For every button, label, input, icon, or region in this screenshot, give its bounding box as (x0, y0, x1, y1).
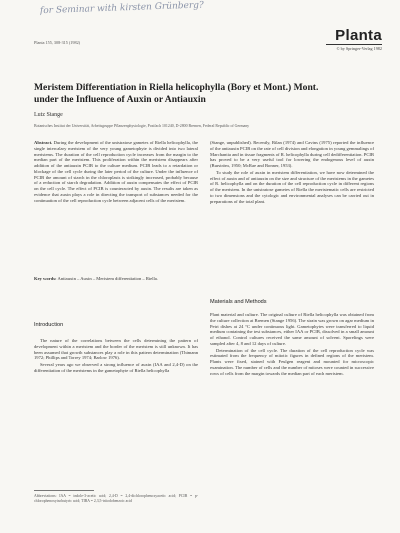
footnote: Abbreviations: IAA = indole-3-acetic acid; 2,4-D = 2,4-dichlorophenoxyacetic acid; PCIB = p-chlorophenoxyisobutyric acid; TIBA = 2,3,5-triiodobenzoic acid (34, 494, 198, 503)
methods-body (210, 312, 374, 524)
keywords-text: Antiauxin – Auxin – Meristem differentiation – Riella. (57, 276, 158, 281)
right-column-intro (210, 140, 374, 280)
right-paragraph: To study the role of auxin in meristem differentiation, we have now determined the effect of auxin and of antiauxin on the size and structure of the meristems in the gametes of R. helicophylla and on the duration of the cell reproduction cycle in different regions of the meristem. In the unistratose gametes of Riella the meristematic cells are restricted to two dimensions and the cytologic and environmental analyses can be carried out in preparations of the total plant. (210, 169, 374, 204)
right-paragraph: (Stange, unpublished). Recently, Bilan (1974) and Cavins (1975) reported the influence of the antiauxin PCIB on the rate of cell division and elongation in young gemmalings of Marchantia and in tissue fragments of R. helicophylla during cell dedifferentiation. PCIB has proved to be a very useful tool for lowering the endogenous level of auxin (Burström, 1950; McRae and Bonner, 1953). (210, 140, 374, 168)
author-affiliation: Botanisches Institut der Universität, Arbeitsgruppe Pflanzenphysiologie, Postfach 101240, D-2800 Bremen, Federal Republic of Germany (34, 124, 250, 128)
handwritten-note: for Seminar with kirsten Grünberg? (39, 0, 204, 17)
introduction-heading: Introduction (34, 322, 64, 328)
journal-citation: Planta 155, 308-315 (1982) (34, 40, 81, 45)
article-title: Meristem Differentiation in Riella helicophylla (Bory et Mont.) Mont. under the Influence of Auxin or Antiauxin (34, 82, 319, 105)
introduction-paragraph: Several years ago we observed a strong influence of auxin (IAA and 2,4-D) on the differentiation of the meristems in the gametophyte of Riella helicophylla (34, 362, 198, 373)
abstract-block (34, 140, 198, 272)
abstract-paragraph (34, 140, 198, 203)
publisher-line: © by Springer-Verlag 1982 (336, 46, 382, 51)
masthead-rule (326, 44, 382, 45)
footnote-rule (34, 490, 94, 491)
journal-name: Planta (335, 27, 382, 44)
abstract-text: During the development of the unistratose gametes of Riella helicophylla, the single intercalary meristem of the very young gametophyte is divided into two lateral meristems. The duration of the cell reproduction cycle increases from the margin to the median part of the meristem. This proliferation within the meristem disappears after addition of the antiauxin PCIB to the culture medium. PCIB leads to a retardation or blockage of the cell cycle during the later period of the culture. Under the influence of PCIB the amount of starch in the chloroplasts is strikingly increased, probably because of a reduction of starch degradation. Addition of auxin compensates the effect of PCIB on the cell cycle. The effect of PCIB is counteracted by auxin. The results are taken as evidence that auxin plays a role in directing the transport of substances needed for the continuation of the cell reproduction cycle between adjacent cells of the meristem. (34, 140, 198, 203)
keywords-label: Key words: (34, 276, 57, 281)
introduction-body (34, 338, 198, 488)
abstract-label: Abstract. (34, 140, 53, 145)
methods-heading: Materials and Methods (210, 299, 267, 305)
introduction-paragraph: The nature of the correlations between the cells determining the pattern of development within a meristem and the border of the meristem is still unknown. It has been assumed that growth substances play a role in this pattern determination (Thimann 1972; Phillips and Torrey 1974; Barlow 1976). (34, 338, 198, 361)
keywords-block (34, 276, 198, 290)
author-name: Lutz Stange (34, 112, 63, 118)
methods-paragraph: Determination of the cell cycle. The duration of the cell reproduction cycle was estimated from the frequency of mitotic figures in defined regions of the meristem. Plants were fixed, stained with Feulgen reagent and mounted for microscopic examination. The number of cells and the number of mitoses were counted in successive rows of cells from the margin towards the median part of each meristem. (210, 347, 374, 376)
journal-masthead (326, 28, 382, 51)
keywords-paragraph (34, 276, 198, 282)
methods-paragraph: Plant material and culture. The original culture of Riella helicophylla was obtained from the culture collection at Bremen (Stange 1956). The strain was grown on agar medium in Petri dishes at 24 °C under continuous light. Gametophytes were transferred to liquid medium containing the test substances, either IAA or PCIB, dissolved in a small amount of ethanol. Control cultures received the same amount of solvent. Sporelings were sampled after 4, 8 and 12 days of culture. (210, 312, 374, 346)
